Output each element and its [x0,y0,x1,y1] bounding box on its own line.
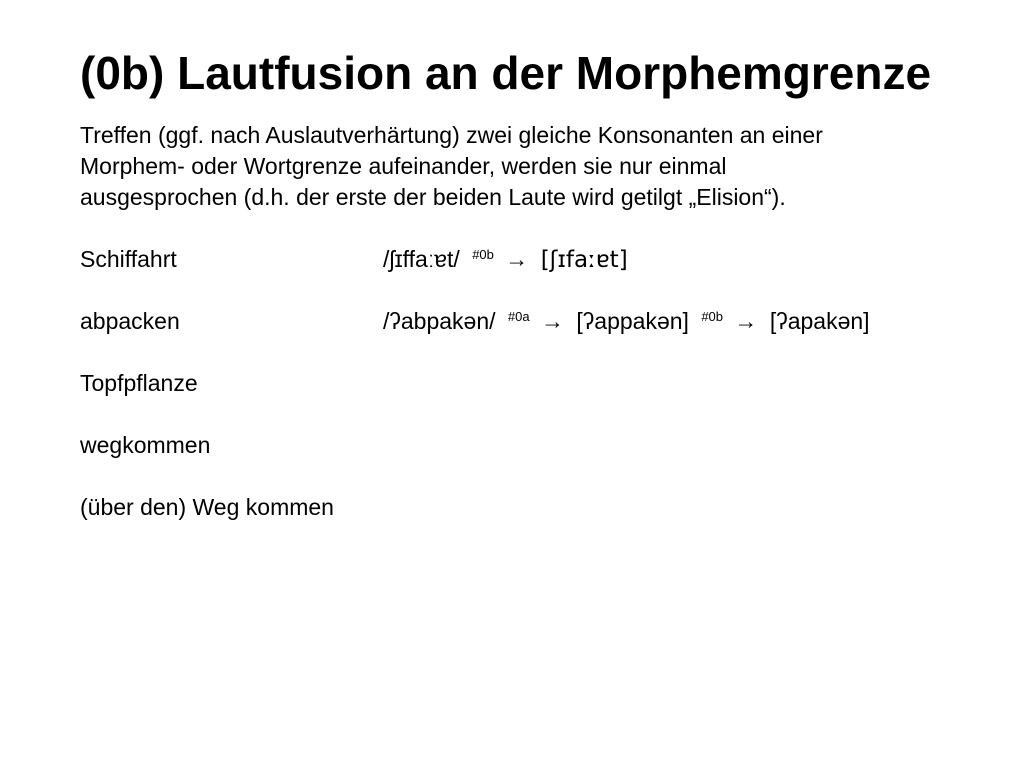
arrow-right-icon: → [505,246,529,272]
definition-paragraph [80,120,980,213]
spacer [80,461,980,492]
intermediate-form: [ʔappakən] [576,308,689,334]
rule-label: #0b [701,309,724,324]
slide [80,47,980,523]
example-word: wegkommen [80,432,211,458]
example-word: Schiffahrt [80,246,177,272]
example-row [80,492,980,523]
rule-label: #0b [472,247,494,262]
spacer [80,399,980,430]
example-word: abpacken [80,308,180,334]
surface-form: [ʔapakən] [769,308,870,334]
example-row [80,306,980,337]
example-row [80,244,980,275]
underlying-form: /ʔabpakən/ [383,308,496,334]
rule-label: #0a [507,309,530,324]
underlying-form: /ʃɪffaːɐt/ [383,246,460,272]
spacer [80,337,980,368]
arrow-right-icon: → [734,308,758,334]
paragraph-line: Treffen (ggf. nach Auslautverhärtung) zwei gleiche Konsonanten an einer [80,122,823,148]
surface-form: [ʃɪfaːɐt] [540,247,628,273]
example-row [80,368,980,399]
paragraph-line: ausgesprochen (d.h. der erste der beiden Laute wird getilgt „Elision“). [80,184,786,210]
spacer [80,213,980,244]
arrow-right-icon: → [541,308,565,334]
example-word: (über den) Weg kommen [80,494,334,520]
slide-title: (0b) Lautfusion an der Morphemgrenze [80,47,932,99]
example-row [80,430,980,461]
spacer [80,275,980,306]
example-transcription [383,244,628,275]
example-transcription [383,306,870,337]
paragraph-line: Morphem- oder Wortgrenze aufeinander, werden sie nur einmal [80,153,727,179]
example-word: Topfpflanze [80,370,198,396]
